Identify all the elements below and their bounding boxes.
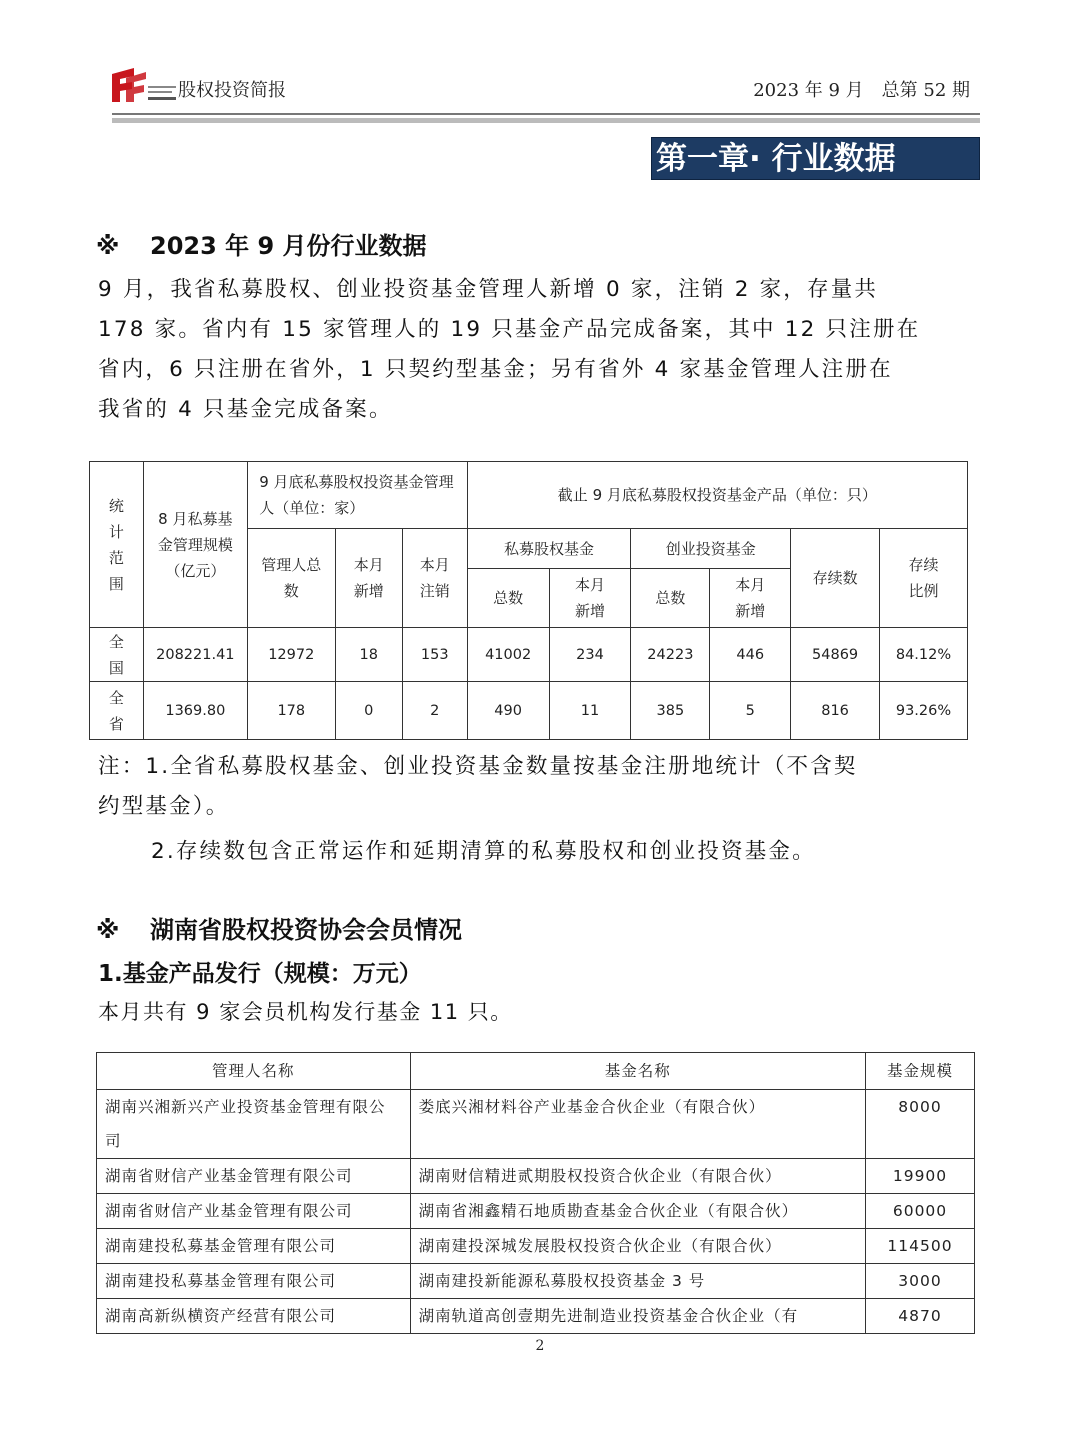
table-row <box>90 628 968 682</box>
cell-scope: 全国 <box>90 628 144 682</box>
header-survive-ratio: 存续比例 <box>880 529 968 628</box>
chapter-banner: 第一章· 行业数据 <box>651 137 980 180</box>
cell-vc-new: 446 <box>710 628 791 682</box>
cell-ratio: 84.12% <box>880 628 968 682</box>
cell-pe-new: 11 <box>549 682 631 740</box>
header-fund-scale: 基金规模 <box>866 1053 975 1090</box>
note-line-1: 注：1.全省私募股权基金、创业投资基金数量按基金注册地统计（不含契 <box>98 754 858 779</box>
cell-survive: 54869 <box>791 628 880 682</box>
cell-manager: 湖南建投私募基金管理有限公司 <box>97 1264 411 1299</box>
cell-fund: 湖南财信精进贰期股权投资合伙企业（有限合伙） <box>410 1159 865 1194</box>
association-logo <box>108 66 178 106</box>
note-line-2: 约型基金）。 <box>98 794 230 819</box>
table-row <box>97 1229 975 1264</box>
cell-scale: 19900 <box>866 1159 975 1194</box>
header-manager-new: 本月新增 <box>335 529 402 628</box>
cell-fund: 娄底兴湘材料谷产业基金合伙企业（有限合伙） <box>410 1090 865 1159</box>
header-pe-total: 总数 <box>467 569 549 628</box>
header-divider <box>112 113 980 115</box>
cell-manager: 湖南建投私募基金管理有限公司 <box>97 1229 411 1264</box>
page-number: 2 <box>535 1338 545 1354</box>
cell-scale: 208221.41 <box>143 628 247 682</box>
cell-pe-total: 41002 <box>467 628 549 682</box>
header-scale: 8 月私募基金管理规模（亿元） <box>143 462 247 628</box>
cell-vc-total: 24223 <box>631 628 710 682</box>
cell-survive: 816 <box>791 682 880 740</box>
header-manager-name: 管理人名称 <box>97 1053 411 1090</box>
industry-statistics-table <box>89 461 968 740</box>
header-manager-cancel: 本月注销 <box>402 529 467 628</box>
header-pe-fund: 私募股权基金 <box>467 529 631 569</box>
cell-mgr-cancel: 2 <box>402 682 467 740</box>
cell-scale: 114500 <box>866 1229 975 1264</box>
cell-vc-new: 5 <box>710 682 791 740</box>
cell-scale: 4870 <box>866 1299 975 1334</box>
table-row <box>97 1090 975 1159</box>
cell-scope: 全省 <box>90 682 144 740</box>
header-vc-total: 总数 <box>631 569 710 628</box>
paragraph-line: 9 月，我省私募股权、创业投资基金管理人新增 0 家，注销 2 家，存量共 <box>98 277 879 302</box>
cell-mgr-total: 12972 <box>247 628 335 682</box>
cell-mgr-cancel: 153 <box>402 628 467 682</box>
cell-fund: 湖南建投深城发展股权投资合伙企业（有限合伙） <box>410 1229 865 1264</box>
cell-pe-total: 490 <box>467 682 549 740</box>
header-vc-new: 本月新增 <box>710 569 791 628</box>
cell-scale: 1369.80 <box>143 682 247 740</box>
header-products: 截止 9 月底私募股权投资基金产品（单位：只） <box>467 462 967 529</box>
header-scope: 统计范围 <box>90 462 144 628</box>
cell-scale: 60000 <box>866 1194 975 1229</box>
cell-fund: 湖南建投新能源私募股权投资基金 3 号 <box>410 1264 865 1299</box>
cell-ratio: 93.26% <box>880 682 968 740</box>
header-pe-new: 本月新增 <box>549 569 631 628</box>
table-row <box>97 1264 975 1299</box>
subsection-intro: 本月共有 9 家会员机构发行基金 11 只。 <box>98 1000 513 1024</box>
cell-manager: 湖南高新纵横资产经营有限公司 <box>97 1299 411 1334</box>
header-vc-fund: 创业投资基金 <box>631 529 791 569</box>
section-title: 2023 年 9 月份行业数据 <box>150 232 427 260</box>
cell-mgr-new: 18 <box>335 628 402 682</box>
cell-manager: 湖南兴湘新兴产业投资基金管理有限公司 <box>97 1090 411 1159</box>
cell-pe-new: 234 <box>549 628 631 682</box>
header-managers: 9 月底私募股权投资基金管理人（单位：家） <box>247 462 467 529</box>
cell-mgr-new: 0 <box>335 682 402 740</box>
header-survive: 存续数 <box>791 529 880 628</box>
paragraph-line: 我省的 4 只基金完成备案。 <box>98 397 393 422</box>
paragraph-line: 省内，6 只注册在省外，1 只契约型基金；另有省外 4 家基金管理人注册在 <box>98 357 893 382</box>
cell-manager: 湖南省财信产业基金管理有限公司 <box>97 1159 411 1194</box>
reference-mark: ※ <box>96 916 120 944</box>
cell-scale: 8000 <box>866 1090 975 1159</box>
cell-fund: 湖南省湘鑫精石地质勘查基金合伙企业（有限合伙） <box>410 1194 865 1229</box>
subsection-title: 1.基金产品发行（规模：万元） <box>98 961 422 987</box>
issue-info: 2023 年 9 月 总第 52 期 <box>753 80 970 101</box>
table-row <box>97 1159 975 1194</box>
table-row <box>97 1299 975 1334</box>
table-row <box>97 1194 975 1229</box>
table-header-row <box>97 1053 975 1090</box>
section-heading-members <box>96 910 462 945</box>
cell-vc-total: 385 <box>631 682 710 740</box>
section-title: 湖南省股权投资协会会员情况 <box>150 916 462 944</box>
table-row <box>90 682 968 740</box>
brand-title: 股权投资简报 <box>178 80 286 101</box>
reference-mark: ※ <box>96 232 120 260</box>
cell-mgr-total: 178 <box>247 682 335 740</box>
header-fund-name: 基金名称 <box>410 1053 865 1090</box>
note-line-3: 2.存续数包含正常运作和延期清算的私募股权和创业投资基金。 <box>151 839 816 864</box>
section-heading-industry-data <box>96 226 427 261</box>
industry-summary-paragraph <box>98 270 978 430</box>
fund-issuance-table <box>96 1052 975 1334</box>
cell-fund: 湖南轨道高创壹期先进制造业投资基金合伙企业（有 <box>410 1299 865 1334</box>
paragraph-line: 178 家。省内有 15 家管理人的 19 只基金产品完成备案，其中 12 只注册在 <box>98 317 921 342</box>
cell-manager: 湖南省财信产业基金管理有限公司 <box>97 1194 411 1229</box>
cell-scale: 3000 <box>866 1264 975 1299</box>
header-manager-total: 管理人总数 <box>247 529 335 628</box>
header-divider-shadow <box>112 118 980 123</box>
